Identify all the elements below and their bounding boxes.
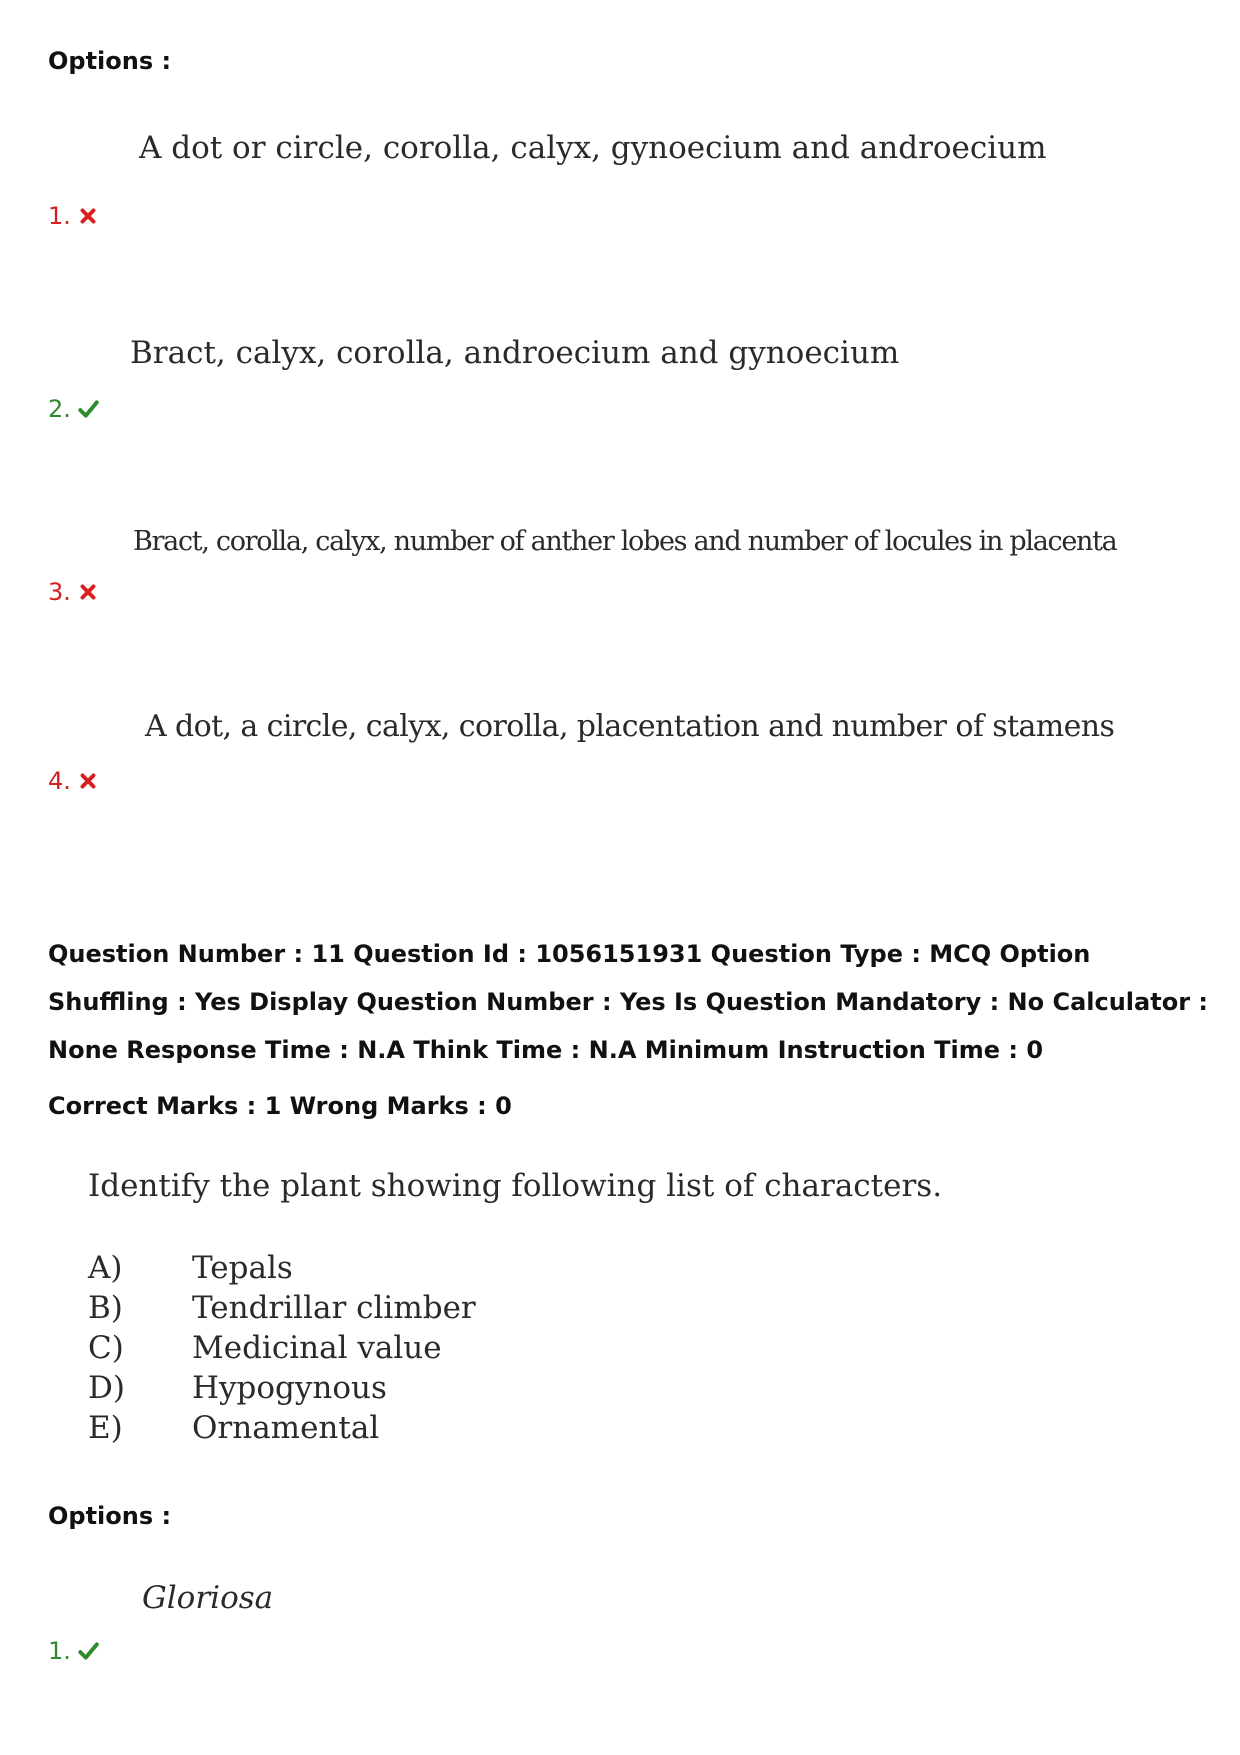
option-3-text: Bract, corolla, calyx, number of anther lobes and number of locules in placenta	[133, 526, 1117, 557]
list-item	[88, 1248, 476, 1288]
question-stem: Identify the plant showing following list of characters.	[88, 1168, 943, 1204]
option-number: 4.	[48, 767, 71, 795]
list-item	[88, 1408, 476, 1448]
check-mark-icon	[77, 1640, 99, 1662]
question-meta: Question Number : 11 Question Id : 1056151931 Question Type : MCQ Option Shuffling : Yes Display Question Number : Yes Is Question Mandatory : No Calculator : None Response Time : N.A Think Time : N.A Minimum Instruction Time : 0	[48, 940, 1208, 1064]
list-item	[88, 1328, 476, 1368]
list-item-key: E)	[88, 1410, 123, 1446]
list-item-key: A)	[88, 1250, 123, 1286]
option-3-marker	[48, 578, 99, 606]
list-item-value: Tendrillar climber	[192, 1290, 476, 1326]
check-mark-icon	[77, 398, 99, 420]
list-item	[88, 1368, 476, 1408]
option-number: 2.	[48, 395, 71, 423]
option-1-text: Gloriosa	[142, 1580, 274, 1616]
cross-mark-icon	[77, 205, 99, 227]
option-1-marker	[48, 1637, 99, 1665]
option-number: 1.	[48, 202, 71, 230]
option-4-marker	[48, 767, 99, 795]
cross-mark-icon	[77, 581, 99, 603]
option-1-marker	[48, 202, 99, 230]
list-item-key: D)	[88, 1370, 125, 1406]
list-item-key: C)	[88, 1330, 124, 1366]
question-marks: Correct Marks : 1 Wrong Marks : 0	[48, 1092, 512, 1120]
list-item-key: B)	[88, 1290, 123, 1326]
options-heading: Options :	[48, 47, 172, 75]
option-number: 3.	[48, 578, 71, 606]
list-item-value: Medicinal value	[192, 1330, 442, 1366]
option-2-marker	[48, 395, 99, 423]
list-item-value: Hypogynous	[192, 1370, 387, 1406]
list-item	[88, 1288, 476, 1328]
option-number: 1.	[48, 1637, 71, 1665]
cross-mark-icon	[77, 770, 99, 792]
option-2-text: Bract, calyx, corolla, androecium and gynoecium	[130, 335, 900, 371]
option-4-text: A dot, a circle, calyx, corolla, placentation and number of stamens	[145, 709, 1115, 744]
list-item-value: Tepals	[192, 1250, 293, 1286]
list-item-value: Ornamental	[192, 1410, 380, 1446]
options-heading: Options :	[48, 1502, 172, 1530]
characters-list	[88, 1248, 476, 1448]
option-1-text: A dot or circle, corolla, calyx, gynoecium and androecium	[139, 130, 1047, 166]
